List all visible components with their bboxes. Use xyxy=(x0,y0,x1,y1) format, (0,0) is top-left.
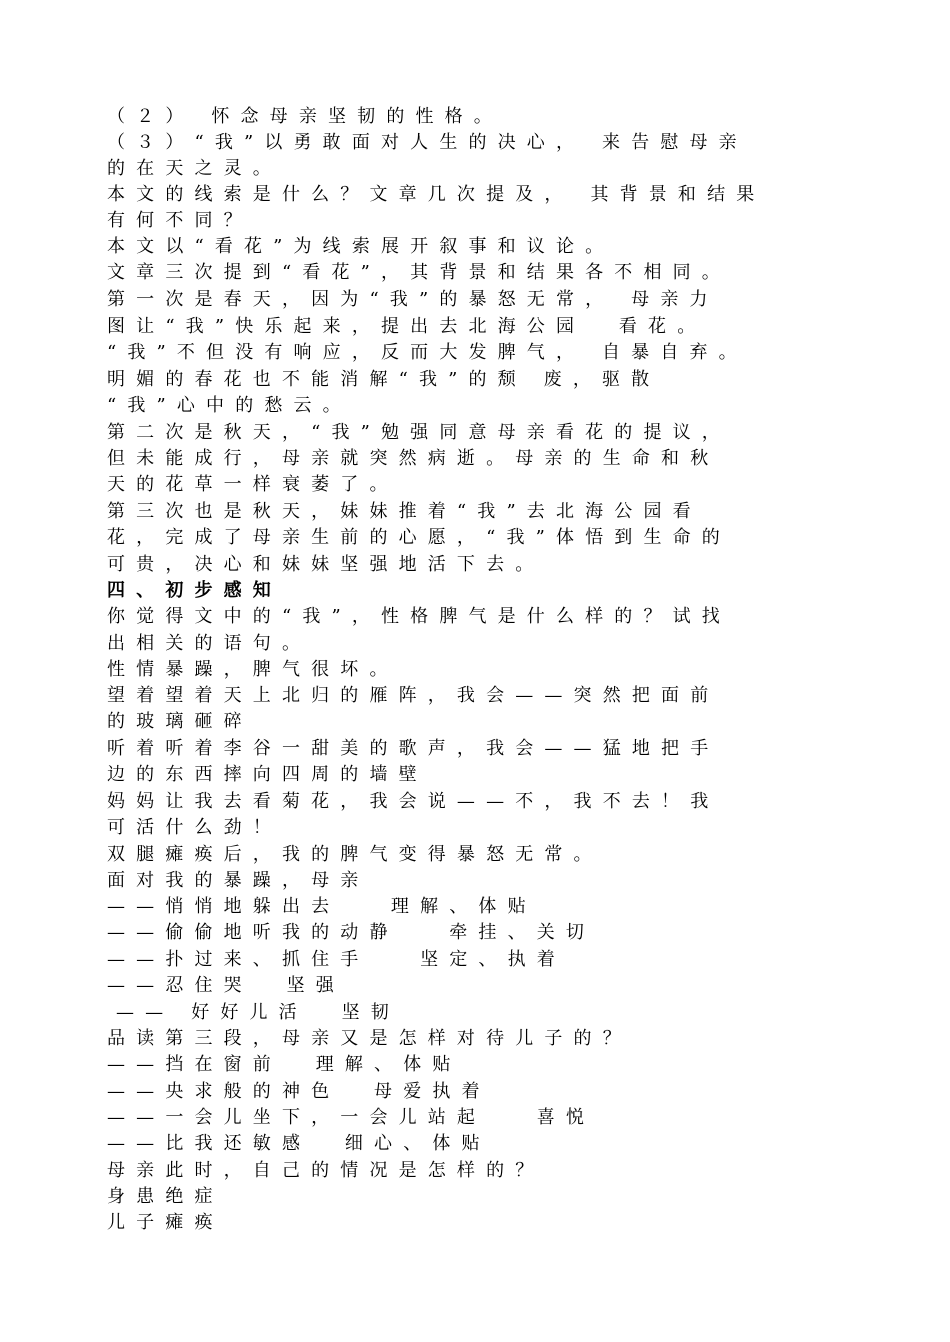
text-line: 性情暴躁，脾气很坏。 xyxy=(107,659,399,680)
text-line: 面对我的暴躁，母亲 xyxy=(107,870,370,891)
text-line: 第一次是春天，因为“我”的暴怒无常， 母亲力 xyxy=(107,289,719,310)
text-line: 的在天之灵。 xyxy=(107,158,282,179)
text-line: 第三次也是秋天，妹妹推着“我”去北海公园看 xyxy=(107,501,702,522)
text-line: 你觉得文中的“我”，性格脾气是什么样的？试找 xyxy=(107,606,731,627)
text-line: 本文以“看花”为线索展开叙事和议论。 xyxy=(107,236,615,257)
text-line: 图让“我”快乐起来，提出去北海公园 看花。 xyxy=(107,316,707,337)
text-line: 品读第三段，母亲又是怎样对待儿子的？ xyxy=(107,1028,632,1049)
text-line: 听着听着李谷一甜美的歌声，我会——猛地把手 xyxy=(107,738,720,759)
text-line: ——忍住哭 坚强 xyxy=(107,975,345,996)
text-line: 边的东西摔向四周的墙壁 xyxy=(107,764,428,785)
text-line: 可贵，决心和妹妹坚强地活下去。 xyxy=(107,554,545,575)
text-line: 第二次是秋天，“我”勉强同意母亲看花的提议， xyxy=(107,422,731,443)
text-line: 身患绝症 xyxy=(107,1186,224,1207)
text-line: 儿子瘫痪 xyxy=(107,1212,224,1233)
text-line: ——偷偷地听我的动静 牵挂、关切 xyxy=(107,922,596,943)
text-line: 妈妈让我去看菊花，我会说——不，我不去！我 xyxy=(107,791,720,812)
text-line: ——挡在窗前 理解、体贴 xyxy=(107,1054,462,1075)
text-line: —— 好好儿活 坚韧 xyxy=(116,1002,400,1023)
text-line: 的玻璃砸碎 xyxy=(107,711,253,732)
text-line: ——悄悄地躲出去 理解、体贴 xyxy=(107,896,537,917)
text-line: 本文的线索是什么？文章几次提及， 其背景和结果 xyxy=(107,184,766,205)
text-line: 出相关的语句。 xyxy=(107,633,312,654)
text-line: 双腿瘫痪后，我的脾气变得暴怒无常。 xyxy=(107,844,603,865)
text-line: 但未能成行，母亲就突然病逝。母亲的生命和秋 xyxy=(107,448,720,469)
text-line: 文章三次提到“看花”，其背景和结果各不相同。 xyxy=(107,262,731,283)
text-line: 天的花草一样衰萎了。 xyxy=(107,474,399,495)
text-line: ——央求般的神色 母爱执着 xyxy=(107,1081,491,1102)
text-line: 花，完成了母亲生前的心愿，“我”体悟到生命的 xyxy=(107,527,731,548)
text-line: 明媚的春花也不能消解“我”的颓 废，驱散 xyxy=(107,369,661,390)
text-line: （２） 怀念母亲坚韧的性格。 xyxy=(107,106,503,127)
text-line: 母亲此时，自己的情况是怎样的？ xyxy=(107,1160,545,1181)
text-line: ——扑过来、抓住手 坚定、执着 xyxy=(107,949,566,970)
text-line: ——一会儿坐下，一会儿站起 喜悦 xyxy=(107,1107,596,1128)
section-heading: 四、初步感知 xyxy=(107,580,282,601)
text-line: 有何不同？ xyxy=(107,210,253,231)
text-line: 可活什么劲！ xyxy=(107,817,282,838)
text-line: 望着望着天上北归的雁阵，我会——突然把面前 xyxy=(107,685,720,706)
text-line: ——比我还敏感 细心、体贴 xyxy=(107,1133,491,1154)
text-line: “我”不但没有响应，反而大发脾气， 自暴自弃。 xyxy=(107,342,748,363)
text-line: （３）“我”以勇敢面对人生的决心， 来告慰母亲 xyxy=(107,132,748,153)
text-line: “我”心中的愁云。 xyxy=(107,395,352,416)
